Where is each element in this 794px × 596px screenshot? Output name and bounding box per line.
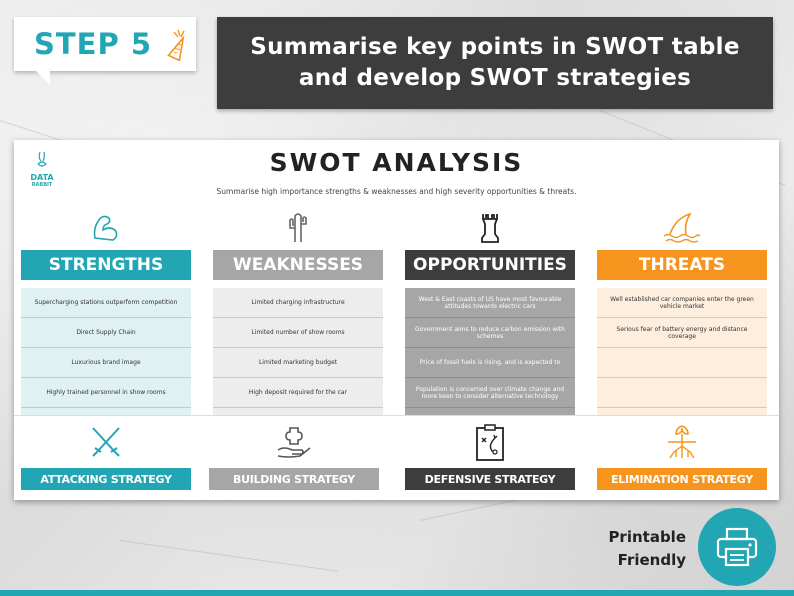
threats-header: THREATS (597, 250, 767, 280)
banner-line-2: and develop SWOT strategies (298, 65, 692, 91)
list-item: West & East coasts of US have most favourable attitudes towards electric cars (405, 288, 575, 318)
threats-list (597, 288, 767, 418)
banner-line-1: Summarise key points in SWOT table (250, 34, 740, 60)
list-item: Highly trained personnel in show rooms (21, 378, 191, 408)
defensive-strategy (405, 424, 575, 490)
shark-fin-icon (662, 210, 702, 244)
printer-badge (698, 508, 776, 586)
strengths-list (21, 288, 191, 418)
attacking-strategy (21, 424, 191, 490)
printable-line-1: Printable (608, 528, 686, 546)
bottom-accent-bar (0, 590, 794, 596)
step-badge (14, 17, 196, 71)
list-item: Luxurious brand image (21, 348, 191, 378)
chess-rook-icon (473, 210, 507, 244)
swot-sheet (14, 140, 779, 500)
list-item (597, 348, 767, 378)
printable-line-2: Friendly (617, 551, 686, 569)
carrot-icon (166, 27, 192, 61)
tactics-board-icon (473, 424, 507, 462)
list-item: Direct Supply Chain (21, 318, 191, 348)
elimination-strategy-label: ELIMINATION STRATEGY (597, 468, 767, 490)
elimination-strategy (597, 424, 767, 490)
attacking-strategy-label: ATTACKING STRATEGY (21, 468, 191, 490)
strategy-band (14, 415, 779, 500)
list-item: Limited marketing budget (213, 348, 383, 378)
flexed-arm-icon (89, 210, 123, 244)
strengths-header: STRENGTHS (21, 250, 191, 280)
list-item: Population is concerned over climate change and more keen to consider alternative technology (405, 378, 575, 408)
hand-puzzle-icon (274, 424, 314, 460)
plant-roots-icon (664, 424, 700, 462)
list-item: Limited charging infrastructure (213, 288, 383, 318)
weaknesses-header: WEAKNESSES (213, 250, 383, 280)
list-item: Well established car companies enter the green vehicle market (597, 288, 767, 318)
sheet-subtitle: Summarise high importance strengths & weaknesses and high severity opportunities & threats. (216, 187, 577, 196)
defensive-strategy-label: DEFENSIVE STRATEGY (405, 468, 575, 490)
list-item: Supercharging stations outperform competition (21, 288, 191, 318)
opportunities-header: OPPORTUNITIES (405, 250, 575, 280)
list-item: Price of fossil fuels is rising, and is expected to (405, 348, 575, 378)
sheet-title: SWOT ANALYSIS (269, 148, 524, 177)
opportunities-list (405, 288, 575, 418)
crossed-swords-icon (89, 424, 123, 460)
list-item: Limited number of show rooms (213, 318, 383, 348)
list-item: High deposit required for the car (213, 378, 383, 408)
list-item: Government aims to reduce carbon emission with schemes (405, 318, 575, 348)
weaknesses-list (213, 288, 383, 418)
printable-friendly-label (600, 526, 686, 572)
building-strategy (209, 424, 379, 490)
logo-line-1: DATA (30, 173, 54, 182)
list-item: Serious fear of battery energy and distance coverage (597, 318, 767, 348)
cactus-icon (281, 210, 315, 244)
title-banner (217, 17, 773, 109)
logo-line-2: RABBIT (31, 182, 53, 188)
list-item (597, 378, 767, 408)
step-label: STEP 5 (34, 27, 153, 61)
printer-icon (715, 527, 759, 567)
building-strategy-label: BUILDING STRATEGY (209, 468, 379, 490)
